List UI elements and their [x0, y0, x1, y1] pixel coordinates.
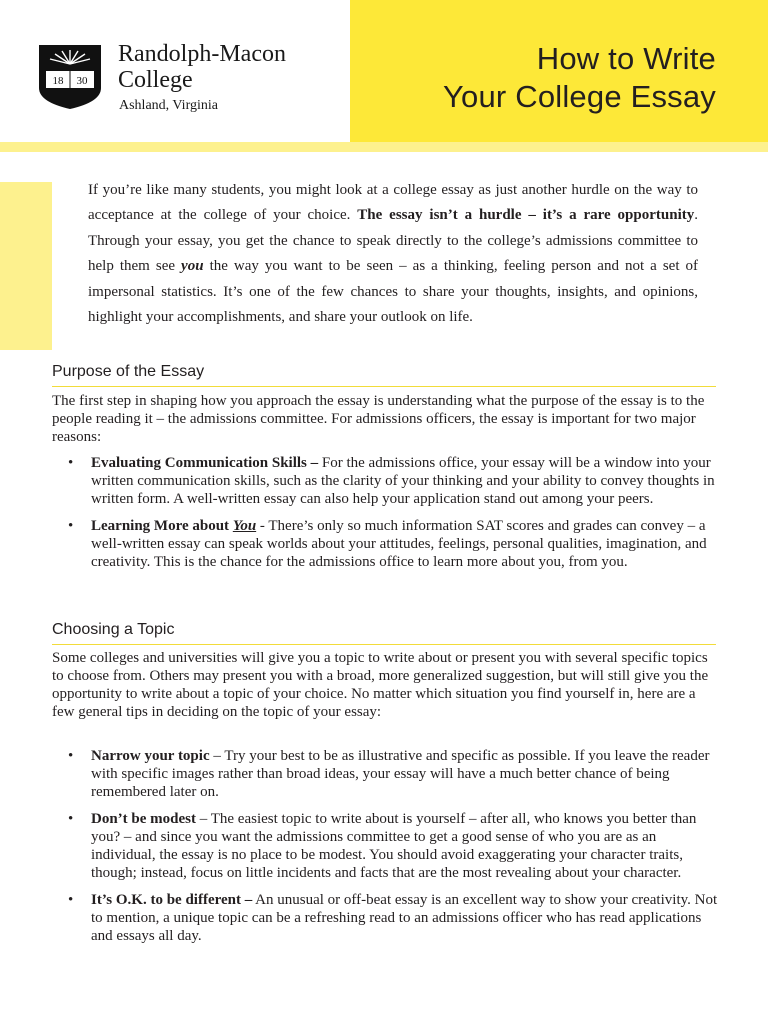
- intro-text-1: If you’re like many students, you might look at a college essay as just another hurdle on the way to acceptance at the college of your choice.: [88, 182, 698, 224]
- bullet-lead: Evaluating Communication Skills –: [91, 455, 319, 471]
- intro-text-3: the way you want to be seen – as a thinking, feeling person and not a set of impersonal statistics. It’s one of the few chances to share your thoughts, insights, and opinions, highlight your accomplishments, and share your outlook on life.: [88, 258, 699, 326]
- bullet-lead: It’s O.K. to be different –: [91, 892, 253, 908]
- college-name: [118, 41, 286, 93]
- bullet-icon: •: [68, 748, 74, 764]
- intro-paragraph: [88, 178, 698, 330]
- bullet-text: – The easiest topic to write about is yourself – after all, who knows you better than you? – and since you want the admissions committee to get a good sense of who you are as an individual, the essay is no place to be modest. You should avoid exaggerating your character traits, though; instead, focus on little incidents and facts that are the most revealing about your character.: [91, 811, 697, 881]
- bullet-lead: Don’t be modest: [91, 811, 196, 827]
- college-name-line-2: College: [118, 67, 193, 93]
- list-item: [52, 810, 720, 882]
- bullet-lead-emphasis: You: [232, 518, 257, 534]
- bullet-icon: •: [68, 892, 74, 908]
- bullet-text: - There’s only so much information SAT scores and grades can convey – a well-written essay can speak worlds about your attitudes, feelings, personal qualities, imagination, and creativity. This is the chance for the admissions office to learn more about you, from you.: [91, 518, 707, 570]
- side-accent-bar: [0, 182, 52, 350]
- bullet-lead: Narrow your topic: [91, 748, 210, 764]
- intro-bold-statement: The essay isn’t a hurdle – it’s a rare opportunity: [357, 207, 695, 224]
- logo-year-right: 30: [76, 75, 88, 87]
- bullet-text: An unusual or off-beat essay is an excellent way to show your creativity. Not to mention, a unique topic can be a refreshing read to an admissions officer who has read applications and essays all day.: [91, 892, 718, 944]
- list-item: [52, 454, 720, 508]
- bullet-icon: •: [68, 518, 74, 534]
- intro-text-2: . Through your essay, you get the chance to speak directly to the college’s admissions committee to help them see: [88, 207, 698, 275]
- bullet-icon: •: [68, 811, 74, 827]
- bullet-icon: •: [68, 455, 74, 471]
- list-item: [52, 891, 720, 945]
- title-line-2: Your College Essay: [442, 79, 716, 114]
- bullet-text: – Try your best to be as illustrative and specific as possible. If you leave the reader with specific images rather than broad ideas, your essay will have a much better chance of being remembered later on.: [91, 748, 710, 800]
- list-item: [52, 517, 720, 571]
- purpose-bullet-list: [52, 454, 720, 571]
- college-name-line-1: Randolph-Macon: [118, 41, 286, 67]
- title-line-1: How to Write: [536, 41, 716, 76]
- topic-bullet-list: [52, 747, 720, 945]
- section-heading-topic: Choosing a Topic: [52, 620, 716, 645]
- document-title: [443, 40, 716, 116]
- topic-paragraph: Some colleges and universities will give you a topic to write about or present you with several specific topics to choose from. Others may present you with a broad, more generalized suggestion, but will still give you the opportunity to write about a topic of your choice. No matter which situation you find yourself in, here are a few general tips in deciding on the topic of your essay:: [52, 650, 709, 720]
- intro-emphasis: you: [181, 258, 204, 275]
- section-heading-purpose: Purpose of the Essay: [52, 362, 716, 387]
- list-item: [52, 747, 720, 801]
- bullet-lead: Learning More about: [91, 518, 230, 534]
- bullet-text: For the admissions office, your essay will be a window into your written communication skills, such as the clarity of your thinking and your ability to convey thoughts in written form. A well-written essay can also help your application stand out among your peers.: [91, 455, 715, 507]
- college-seal-logo: [38, 44, 102, 110]
- page-header: [0, 0, 768, 142]
- logo-year-left: 18: [52, 75, 64, 87]
- college-location: Ashland, Virginia: [119, 98, 218, 113]
- header-rule: [0, 142, 768, 152]
- purpose-paragraph: The first step in shaping how you approach the essay is understanding what the purpose of the essay is to the people reading it – the admissions committee. For admissions officers, the essay is important for two major reasons:: [52, 393, 705, 445]
